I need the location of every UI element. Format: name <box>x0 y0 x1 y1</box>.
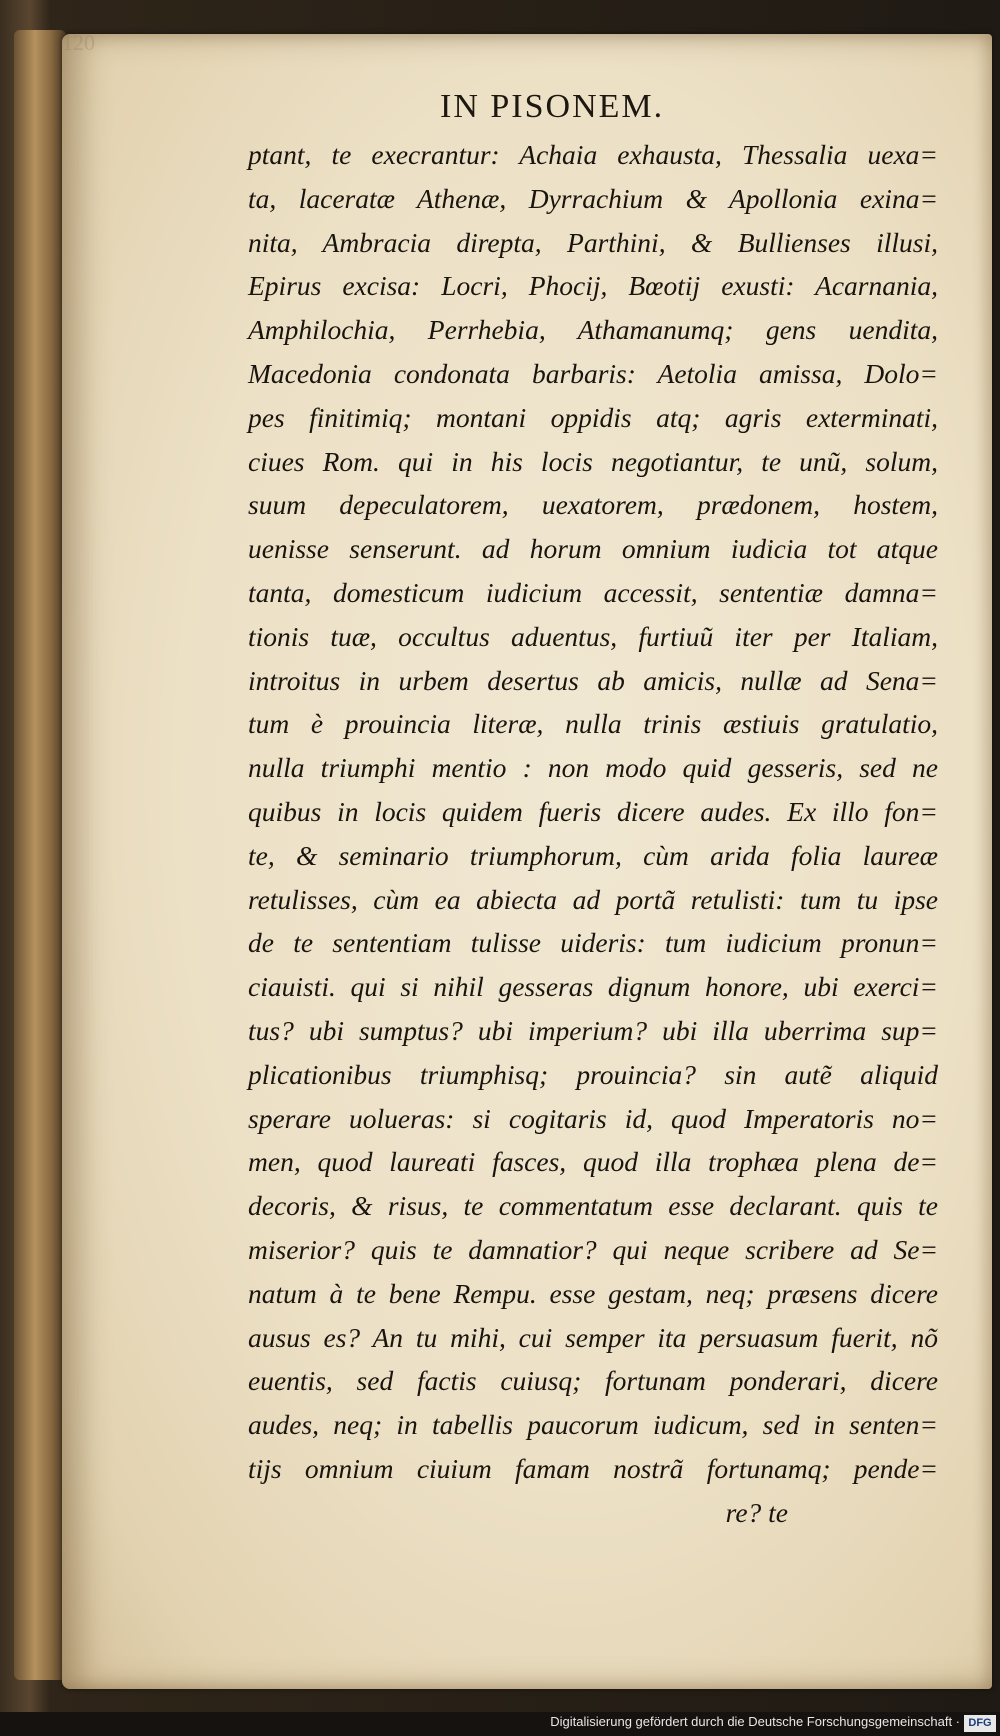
text-block <box>248 133 938 1535</box>
text-line: miserior? quis te damnatior? qui neque scribere ad Se= <box>248 1233 938 1265</box>
dfg-logo: DFG <box>964 1715 996 1732</box>
text-line: ausus es? An tu mihi, cui semper ita persuasum fuerit, nõ <box>248 1321 938 1353</box>
text-line: de te sententiam tulisse uideris: tum iudicium pronun= <box>248 927 938 959</box>
text-line: nita, Ambracia direpta, Parthini, & Bullienses illusi, <box>248 226 938 258</box>
text-line: pes finitimiq; montani oppidis atq; agris exterminati, <box>248 401 938 433</box>
text-line: ciues Rom. qui in his locis negotiantur, te unũ, solum, <box>248 445 938 477</box>
text-line: sperare uolueras: si cogitaris id, quod Imperatoris no= <box>248 1102 938 1134</box>
text-line: audes, neq; in tabellis paucorum iudicum, sed in senten= <box>248 1409 938 1441</box>
catchword: re? te <box>725 1496 788 1528</box>
text-line: natum à te bene Rempu. esse gestam, neq; præsens dicere <box>248 1277 938 1309</box>
text-line: introitus in urbem desertus ab amicis, nullæ ad Sena= <box>248 664 938 696</box>
running-head: IN PISONEM. <box>440 88 665 125</box>
text-line: ta, laceratæ Athenæ, Dyrrachium & Apollonia exina= <box>248 182 938 214</box>
text-line: retulisses, cùm ea abiecta ad portã retulisti: tum tu ipse <box>248 883 938 915</box>
text-line: quibus in locis quidem fueris dicere audes. Ex illo fon= <box>248 795 938 827</box>
text-line: men, quod laureati fasces, quod illa trophæa plena de= <box>248 1146 938 1178</box>
text-line: tionis tuæ, occultus aduentus, furtiuũ iter per Italiam, <box>248 620 938 652</box>
text-line: Epirus excisa: Locri, Phocij, Bœotij exusti: Acarnania, <box>248 270 938 302</box>
book-spine-edge <box>14 30 66 1680</box>
text-line: decoris, & risus, te commentatum esse declarant. quis te <box>248 1190 938 1222</box>
text-line: tus? ubi sumptus? ubi imperium? ubi illa uberrima sup= <box>248 1014 938 1046</box>
text-line: tijs omnium ciuium famam nostrã fortunamq; pende= <box>248 1452 938 1484</box>
text-line: plicationibus triumphisq; prouincia? sin autẽ aliquid <box>248 1058 938 1090</box>
text-line: uenisse senserunt. ad horum omnium iudicia tot atque <box>248 533 938 565</box>
footer-bar <box>0 1712 1000 1736</box>
text-line: ptant, te execrantur: Achaia exhausta, Thessalia uexa= <box>248 139 938 170</box>
text-line: tanta, domesticum iudicium accessit, sententiæ damna= <box>248 576 938 608</box>
text-line: suum depeculatorem, uexatorem, prædonem, hostem, <box>248 489 938 521</box>
text-line: Macedonia condonata barbaris: Aetolia amissa, Dolo= <box>248 357 938 389</box>
text-line: te, & seminario triumphorum, cùm arida folia laureæ <box>248 839 938 871</box>
page-number-faint: 120 <box>62 30 95 55</box>
text-line: euentis, sed factis cuiusq; fortunam ponderari, dicere <box>248 1365 938 1397</box>
funding-credit: Digitalisierung gefördert durch die Deutsche Forschungsgemeinschaft · <box>550 1714 960 1729</box>
text-line: tum è prouincia literæ, nulla trinis æstiuis gratulatio, <box>248 708 938 740</box>
text-line: ciauisti. qui si nihil gesseras dignum honore, ubi exerci= <box>248 971 938 1003</box>
text-line: Amphilochia, Perrhebia, Athamanumq; gens uendita, <box>248 314 938 346</box>
text-line: nulla triumphi mentio : non modo quid gesseris, sed ne <box>248 752 938 784</box>
